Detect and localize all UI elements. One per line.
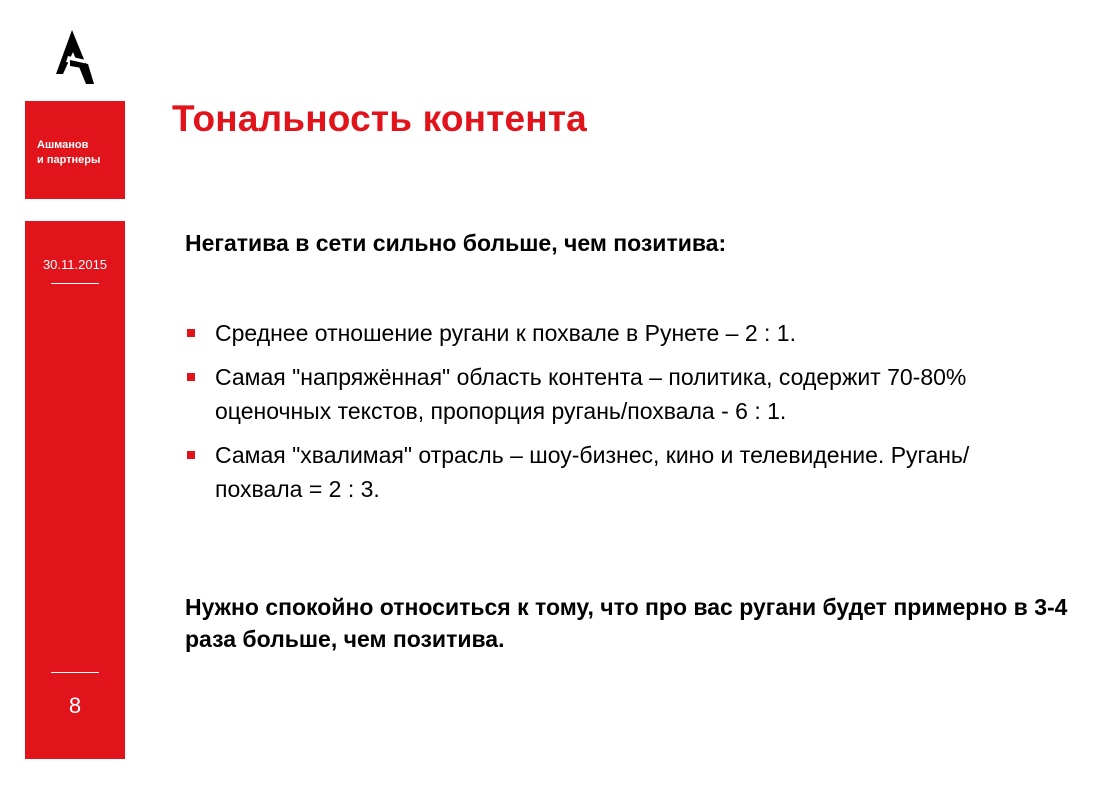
conclusion-statement: Нужно спокойно относиться к тому, что про вас ругани будет примерно в 3-4 раза больше, чем позитива. (185, 594, 1068, 652)
slide-title: Тональность контента (172, 98, 587, 139)
bullet-square-icon (187, 329, 195, 337)
list-item (185, 316, 1035, 350)
page-number: 8 (68, 693, 82, 718)
slide-date: 30.11.2015 (42, 257, 108, 272)
bullet-text: Самая "напряжённая" область контента – политика, содержит 70-80% оценочных текстов, пропорция ругань/похвала - 6 : 1. (215, 364, 967, 424)
sidebar (25, 221, 125, 759)
brand-logo-icon (54, 26, 96, 86)
bullet-list (185, 316, 1035, 516)
bullet-text: Среднее отношение ругани к похвале в Рунете – 2 : 1. (215, 320, 796, 346)
bullet-square-icon (187, 373, 195, 381)
bullet-text: Самая "хвалимая" отрасль – шоу-бизнес, кино и телевидение. Ругань/похвала = 2 : 3. (215, 442, 970, 502)
list-item (185, 360, 1035, 428)
bullet-square-icon (187, 451, 195, 459)
brand-block (25, 101, 125, 199)
lead-statement: Негатива в сети сильно больше, чем позитива: (185, 230, 727, 256)
page-divider (51, 672, 99, 673)
brand-name: Ашманов и партнеры (37, 139, 101, 166)
date-divider (51, 283, 99, 284)
list-item (185, 438, 1035, 506)
